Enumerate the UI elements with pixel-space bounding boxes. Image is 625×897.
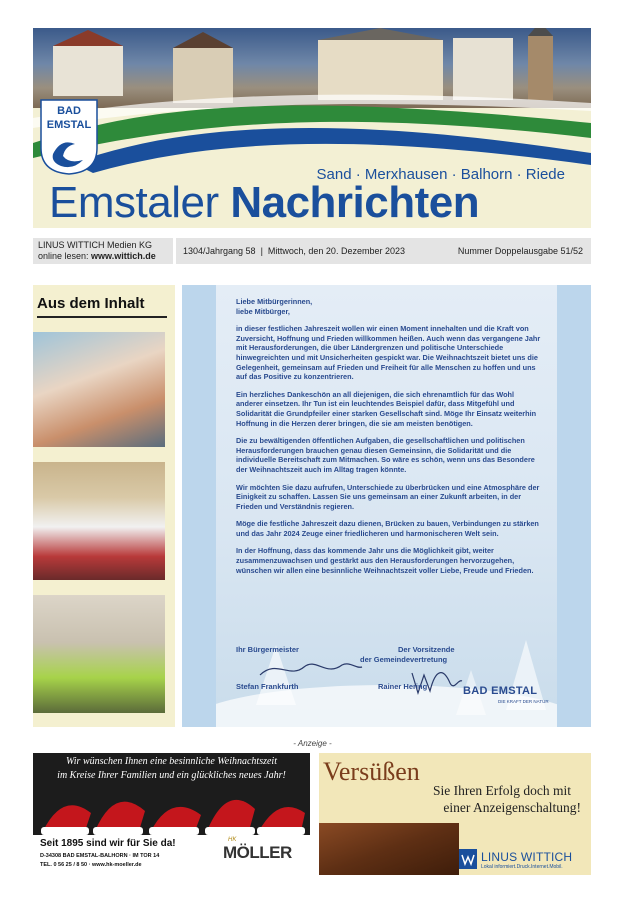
letter-paragraph: Wir möchten Sie dazu aufrufen, Unterschiede zu überbrücken und eine Atmosphäre der Einigkeit zu schaffen. Lassen Sie uns gemeinsam an einer Zukunft arbeiten, in der Frieden und Verständnis regieren. <box>236 482 540 511</box>
bad-emstal-logo <box>39 98 99 176</box>
online-link[interactable]: www.wittich.de <box>91 251 156 261</box>
title-light: Emstaler <box>49 178 231 227</box>
mayor-name: Stefan Frankfurth <box>236 682 299 691</box>
greeting-line2: liebe Mitbürger, <box>236 306 290 316</box>
info-divider <box>173 238 176 264</box>
mayor-role: Ihr Bürgermeister <box>236 645 299 654</box>
moeller-greeting-line2: im Kreise Ihrer Familien und ein glückliches neues Jahr! <box>57 770 286 781</box>
online-line <box>38 251 156 262</box>
logo-text-line2: EMSTAL <box>46 119 92 131</box>
photo-children-gymnastics[interactable] <box>33 332 165 447</box>
moeller-logo: MÖLLER <box>223 843 292 862</box>
letter-paragraph: in dieser festlichen Jahreszeit wollen wir einen Moment innehalten und die Kraft von Zuversicht, Hoffnung und Frieden willkommen heißen. Auch wenn das vergangene Jahr mit Herausforderungen, die über Ländergrenzen und politische Unterschiede hinwegreichten und mit Unsicherheiten gespickt war. Die Weihnachtszeit bietet uns die Gelegenheit, gemeinsam auf Frieden und Freiheit für alle Menschen zu hoffen und uns auf das Positive zu konzentrieren. <box>236 324 541 382</box>
wittich-ad-line2: einer Anzeigenschaltung! <box>443 800 581 815</box>
online-label: online lesen: <box>38 251 92 261</box>
logo-text-line1: BAD <box>57 105 81 117</box>
letter-paragraph: Ein herzliches Dankeschön an all diejenigen, die sich ehrenamtlich für das Wohl anderer einsetzen. Ihr Tun ist ein leuchtendes Beispiel dafür, dass Mitgefühl und Solidarität die Grundpfeiler einer starken Gesellschaft sind. Möge Ihr Einsatz weiterhin Hoffnung in die Herzen derer bringen, die sie am meisten benötigen. <box>236 389 537 428</box>
wittich-ad[interactable] <box>319 753 591 875</box>
issue-date: 1304/Jahrgang 58 | Mittwoch, den 20. Dezember 2023 <box>183 246 405 256</box>
towns-subtitle: Sand · Merxhausen · Balhorn · Riede <box>316 166 565 183</box>
publisher-info <box>38 240 156 262</box>
title-bold: Nachrichten <box>230 178 480 227</box>
letter-paragraph: Die zu bewältigenden öffentlichen Aufgaben, die gesellschaftlichen und politischen Herausforderungen brauchen genau diesen Gemeinsinn, die Solidarität und die individuelle Bereitschaft zum Mitmachen. So wäre es schön, wenn uns das Besondere der Weihnachtszeit auch im Alltag tragen könnte. <box>236 436 535 474</box>
wittich-logo-icon <box>459 849 477 869</box>
moeller-ad[interactable] <box>33 753 310 875</box>
photo-children-team[interactable] <box>33 462 165 580</box>
letter-body <box>236 297 541 583</box>
contents-heading: Aus dem Inhalt <box>37 295 145 312</box>
moeller-since: Seit 1895 sind wir für Sie da! <box>40 838 176 849</box>
wittich-ad-headline: Versüßen <box>323 757 420 786</box>
moeller-address: D-34308 BAD EMSTAL-BALHORN · IM TOR 14 <box>40 853 160 859</box>
moeller-contact-panel <box>33 835 310 875</box>
chair-name: Rainer Hering <box>378 682 428 691</box>
christmas-letter <box>216 285 557 727</box>
newspaper-title <box>49 178 479 228</box>
mayor-signature <box>256 657 366 683</box>
contents-sidebar <box>33 285 175 727</box>
santa-hats-icon <box>33 783 310 835</box>
greeting-line1: Liebe Mitbürgerinnen, <box>236 297 313 306</box>
bad-emstal-tagline: DIE KRAFT DER NATUR <box>498 699 549 704</box>
issue-info-bar <box>33 238 591 264</box>
christmas-letter-frame <box>182 285 591 727</box>
moeller-logo-prefix: HK <box>228 837 237 843</box>
wittich-tagline: Lokal informiert.Druck.Internet.Mobil. <box>481 864 563 870</box>
moeller-phone-web: TEL. 0 56 25 / 8 50 · www.hk-moeller.de <box>40 862 142 868</box>
chocolate-image <box>319 823 459 875</box>
letter-greeting <box>236 297 541 316</box>
letter-paragraph: Möge die festliche Jahreszeit dazu dienen, Brücken zu bauen, Verbindungen zu stärken und das Jahr 2024 Zeuge einer friedlicheren und harmonischeren Welt sein. <box>236 519 539 538</box>
publisher-name: LINUS WITTICH Medien KG <box>38 240 153 250</box>
wittich-ad-line1: Sie Ihren Erfolg doch mit <box>433 783 571 798</box>
letter-paragraph: In der Hoffnung, dass das kommende Jahr uns die Möglichkeit gibt, weiter zusammenzuwachsen und gestärkt aus den Herausforderungen hervorzugehen, wünschen wir allen eine besinnliche Weihnachtszeit voller Liebe, Freude und Frieden. <box>236 546 534 575</box>
bad-emstal-wordmark: BAD EMSTAL <box>463 685 538 697</box>
chair-role-line1: Der Vorsitzende <box>398 645 455 654</box>
issue-number: Nummer Doppelausgabe 51/52 <box>457 246 583 256</box>
advertisement-label: - Anzeige - <box>293 739 332 748</box>
moeller-greeting-line1: Wir wünschen Ihnen eine besinnliche Weihnachtszeit <box>66 756 277 767</box>
masthead <box>33 28 591 228</box>
wittich-brand: LINUS WITTICH <box>481 850 573 864</box>
chair-role-line2: der Gemeindevertretung <box>360 655 448 664</box>
photo-handball-goalkeeper[interactable] <box>33 595 165 713</box>
heading-rule <box>37 316 167 318</box>
